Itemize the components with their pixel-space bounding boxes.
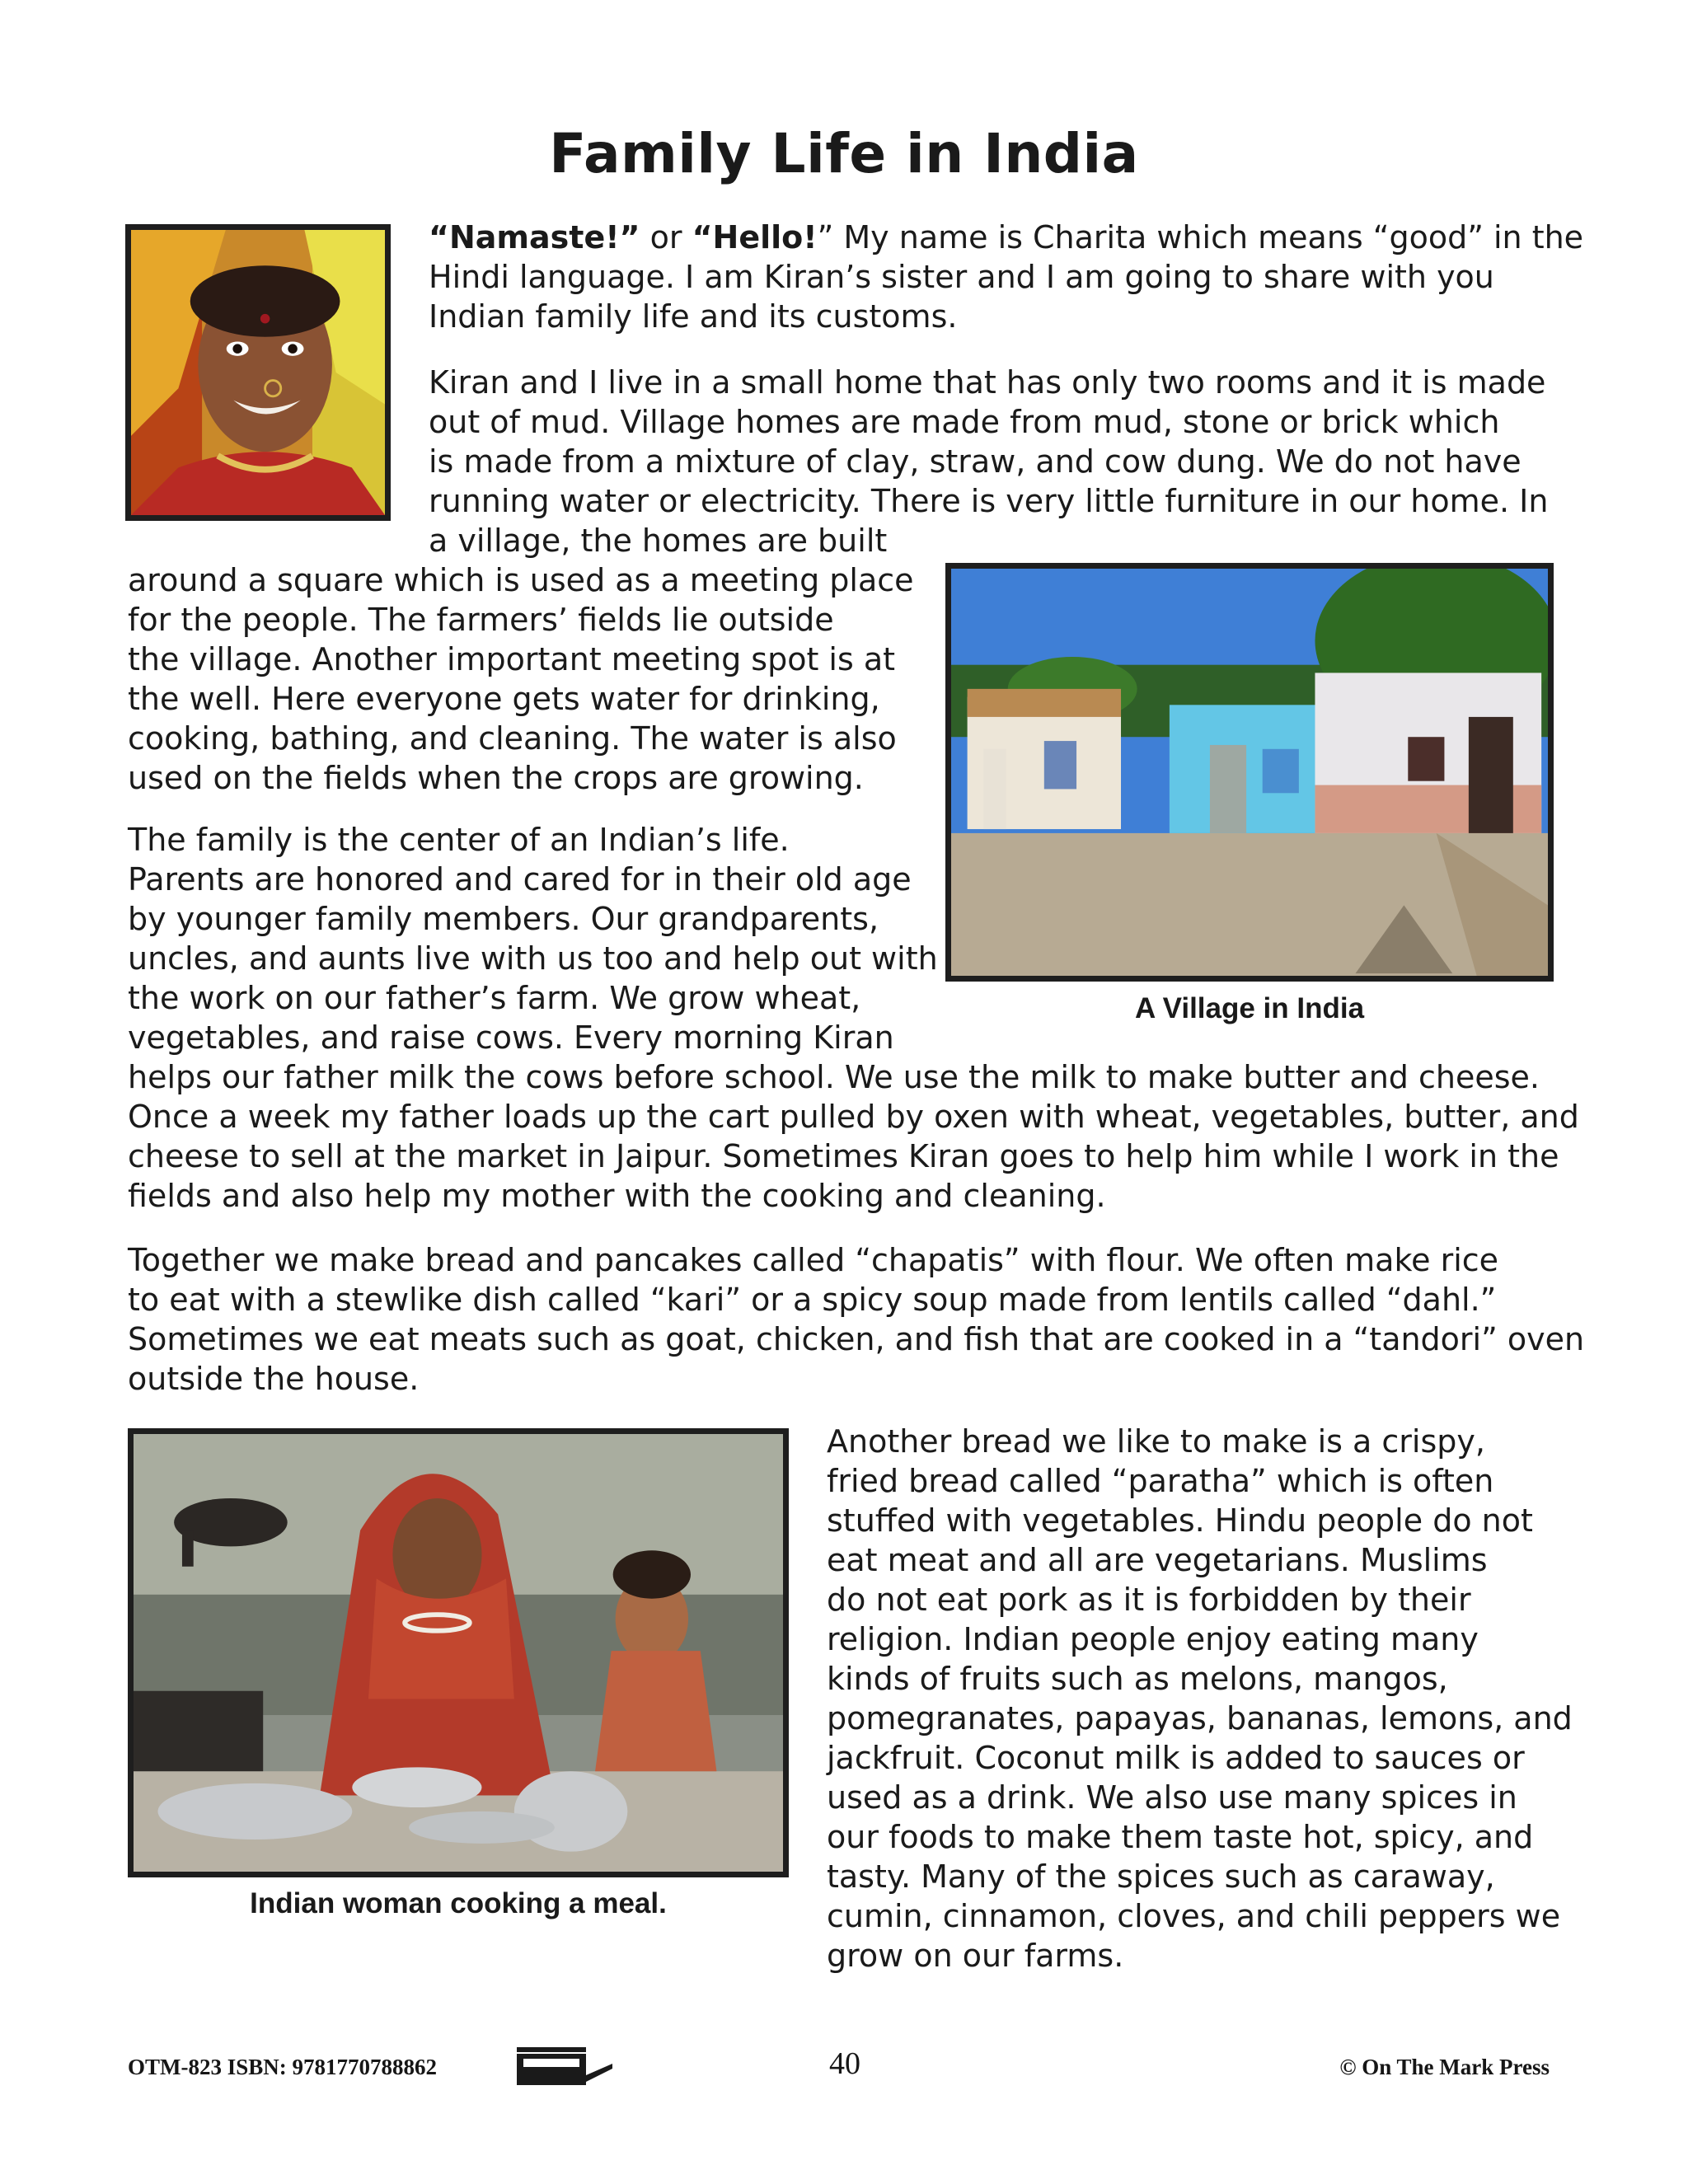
food-paragraph: Together we make bread and pancakes called “chapatis” with flour. We often make rice to eat with a stewlike dish called “kari” or a spicy soup made from lentils called “dahl.” Sometimes we eat meats such as goat, chicken, and fish that are cooked in a “tandori” oven outside the house. [128, 1242, 1585, 1397]
bread-fruit-spice-paragraph: Another bread we like to make is a crispy, fried bread called “paratha” which is often stuffed with vegetables. Hindu people do not eat meat and all are vegetarians. Muslims do not eat pork as it is forbidden by their religion. Indian people enjoy eating many kinds of fruits such as melons, mangos, pomegranates, papayas, bananas, lemons, and jackfruit. Coconut milk is added to sauces or used as a drink. We also use many spices in our foods to make them taste hot, spicy, and tasty. Many of the spices such as caraway, cumin, cinnamon, cloves, and chili peppers we grow on our farms. [827, 1423, 1573, 1974]
village-square-paragraph: around a square which is used as a meeting place for the people. The farmers’ fields lie outside the village. Another important meeting spot is at the well. Here everyone gets water for drinking, cooking, bathing, and cleaning. The water is also used on the fields when the crops are growing. [128, 562, 914, 796]
girl-portrait-photo [125, 224, 391, 521]
cooking-photo [128, 1428, 789, 1877]
village-photo-caption: A Village in India [1134, 992, 1365, 1024]
footer-isbn: OTM-823 ISBN: 9781770788862 [128, 2055, 438, 2079]
family-center-paragraph: The family is the center of an Indian’s life. Parents are honored and cared for in their old age by younger family members. Our grandparents, uncles, and aunts live with us too and help out with the work on our father’s farm. We grow wheat, vegetables, and raise cows. Every morning Kiran helps our father milk the cows before school. We use the milk to make butter and cheese. Once a week my father loads up the cart pulled by oxen with wheat, vegetables, butter, and cheese to sell at the market in Jaipur. Sometimes Kiran goes to help him while I work in the fields and also help my mother with the cooking and cleaning. [128, 822, 1579, 1214]
hello-word: “Hello! [692, 219, 818, 255]
village-home-paragraph: Kiran and I live in a small home that has only two rooms and it is made out of mud. Village homes are made from mud, stone or brick which is made from a mixture of clay, straw, and cow dung. We do not have running water or electricity. There is very little furniture in our home. In a village, the homes are built [429, 364, 1549, 559]
footer-publisher: © On The Mark Press [1339, 2055, 1550, 2079]
photocopier-icon [515, 2042, 614, 2090]
intro-paragraph: “Namaste!” or “Hello!” My name is Charita which means “good” in the Hindi language. I am Kiran’s sister and I am going to share with you Indian family life and its customs. [429, 219, 1584, 335]
cooking-photo-caption: Indian woman cooking a meal. [250, 1887, 667, 1919]
namaste-word: “Namaste!” [429, 219, 640, 255]
page-number: 40 [829, 2046, 860, 2081]
page-title: Family Life in India [549, 122, 1139, 185]
